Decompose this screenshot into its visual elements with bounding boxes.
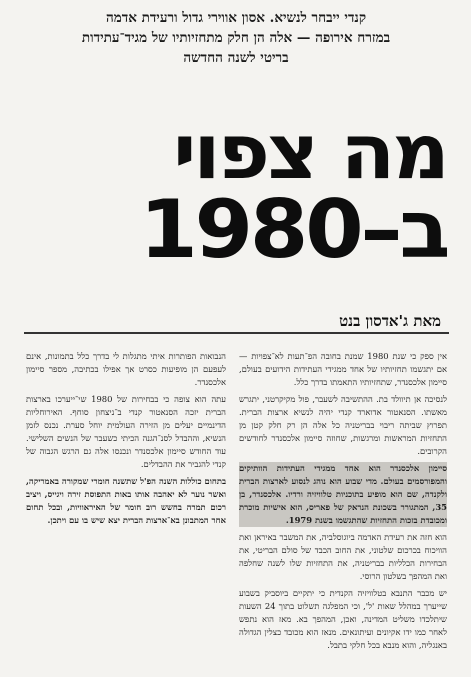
subheadline — [31, 8, 441, 68]
article-paragraph: יש מכבר התנבא בטלוויזיה הקנדית כי יתקיים ביוסביק בשבוע שייערך במהלל שאות 'ל', וכי המפלגה תשלוט בתוך 24 השעות שיתלכדו משליט המדינה, ואכן, המהפך בא. מאז הוא נתפש לאחר כמו ידו אקיונים ועיתונאים. מנאז הוא מכובד כצלין הגדולה באנגליה, והוא מנבא בכל חלקי בתבל. — [239, 588, 447, 650]
article-paragraph: בתחום כוללות השנה הפ'ל שתשנה חומרי שמקורה באמריקה, ואשר נוער לא יאהבה אותו באות התפוסת זירה ויגייס, ויציב רכום תמרה בחשש רוב חומר של האיראוויות, ובכל תחום אחר המתבונן בא־ארצות הברית יצא שיש בו עם ויתכן. — [26, 476, 226, 525]
article-paragraph: לנסיכה אן תיוולד בת. ההתשיבה לשעבר, פול מקיקרטני, יתגרש מאשתו. הסנאטור אדוארד קנדי יהיה לנשיא ארצות הברית. תפרוץ שביתה ריבוי בבריטניה כל אלה הן רק חלק קטן מן התחזיות המראשות ומרגשות, שחוזה סיימון אלכסנדר לחודשים הקרובים. — [239, 394, 447, 456]
subheadline-line: קנדי ייבחר לנשיא. אסון אווירי גדול ורעידת אדמה — [105, 10, 367, 26]
article-column-left — [26, 350, 226, 531]
article-paragraph: הנבואות הפותרות איתי מתגלות לי בדרך כלל בתמונות, אינם לעפעם הן מופיעות כסרט אך אפילו בכתיבה, מספר סיימון אלכסנדר. — [26, 351, 226, 387]
article-paragraph: אין ספק כי שנת 1980 שמנת בחובה הפ־תעות לא־צפויות — אם יתגשמו תחזיותיו של אחד ממגידי העתידות הידועים בעולם, סיימון אלכסנדר, שתחזיותיו התאמתו בדרך כלל. — [239, 351, 447, 387]
article-paragraph: עתה הוא צופה כי בבחירות של 1980 שי־ייערכו בארצות הברית יזכה הסנאטור קנדי ב־ניצחון סוחף. האירוחליות הדינמיים יעלים מן הזירה העולמית יוחל סערת. נכנס לזמן הנשיא, וההבדל לסנ־הגנה הכיתי כשעבר של הנשים השלישי. עוד החודש סיימון אלכסנדר ונכנסו אלה גם הרגש הגבוה של קנדי להגביר את ההבדלים. — [26, 394, 226, 469]
headline-line-1: מה צפוי — [173, 107, 447, 196]
subheadline-line: במזרח אירופה — אלה הן חלק מתחזיותיו של מגיד־עתידות — [81, 30, 391, 46]
byline: מאת ג'אדסון בנט — [339, 312, 441, 330]
subheadline-line: בריטי לשנה החדשה — [183, 50, 289, 66]
headline-line-2: ב–1980 — [138, 183, 447, 276]
article-paragraph: הוא חזה את רעידת האדמה ביוגוסלביה, את המשבר באיראן ואת הוויכוח בכרכום שלטוני, את החוב הכבד של סולם הבריטי, את הבחירות הכלליות בבריטניה, את התחזיות שלו לשנה שחלפה ואת המהפך בשלטון הרוסי. — [239, 532, 447, 581]
article-column-right — [239, 350, 447, 656]
article-paragraph: סיימון אלכסנדר הוא אחד ממגידי העתידות הוותיקים והמפורסמים בעולם. מדי שבוע הוא נוהג לנסוע לארצות הברית ולקנדה, שם הוא מופיע בתוכניות טלוויזיה ורדיו. אלכסנדר, בן 35, המתגורר בשכונת הנראק של פאריס, הוא אישיות מוכרת ומכובדת בזכות התחזיות שהתגשמו בשנת 1979. — [239, 463, 447, 525]
divider-rule — [24, 332, 449, 334]
